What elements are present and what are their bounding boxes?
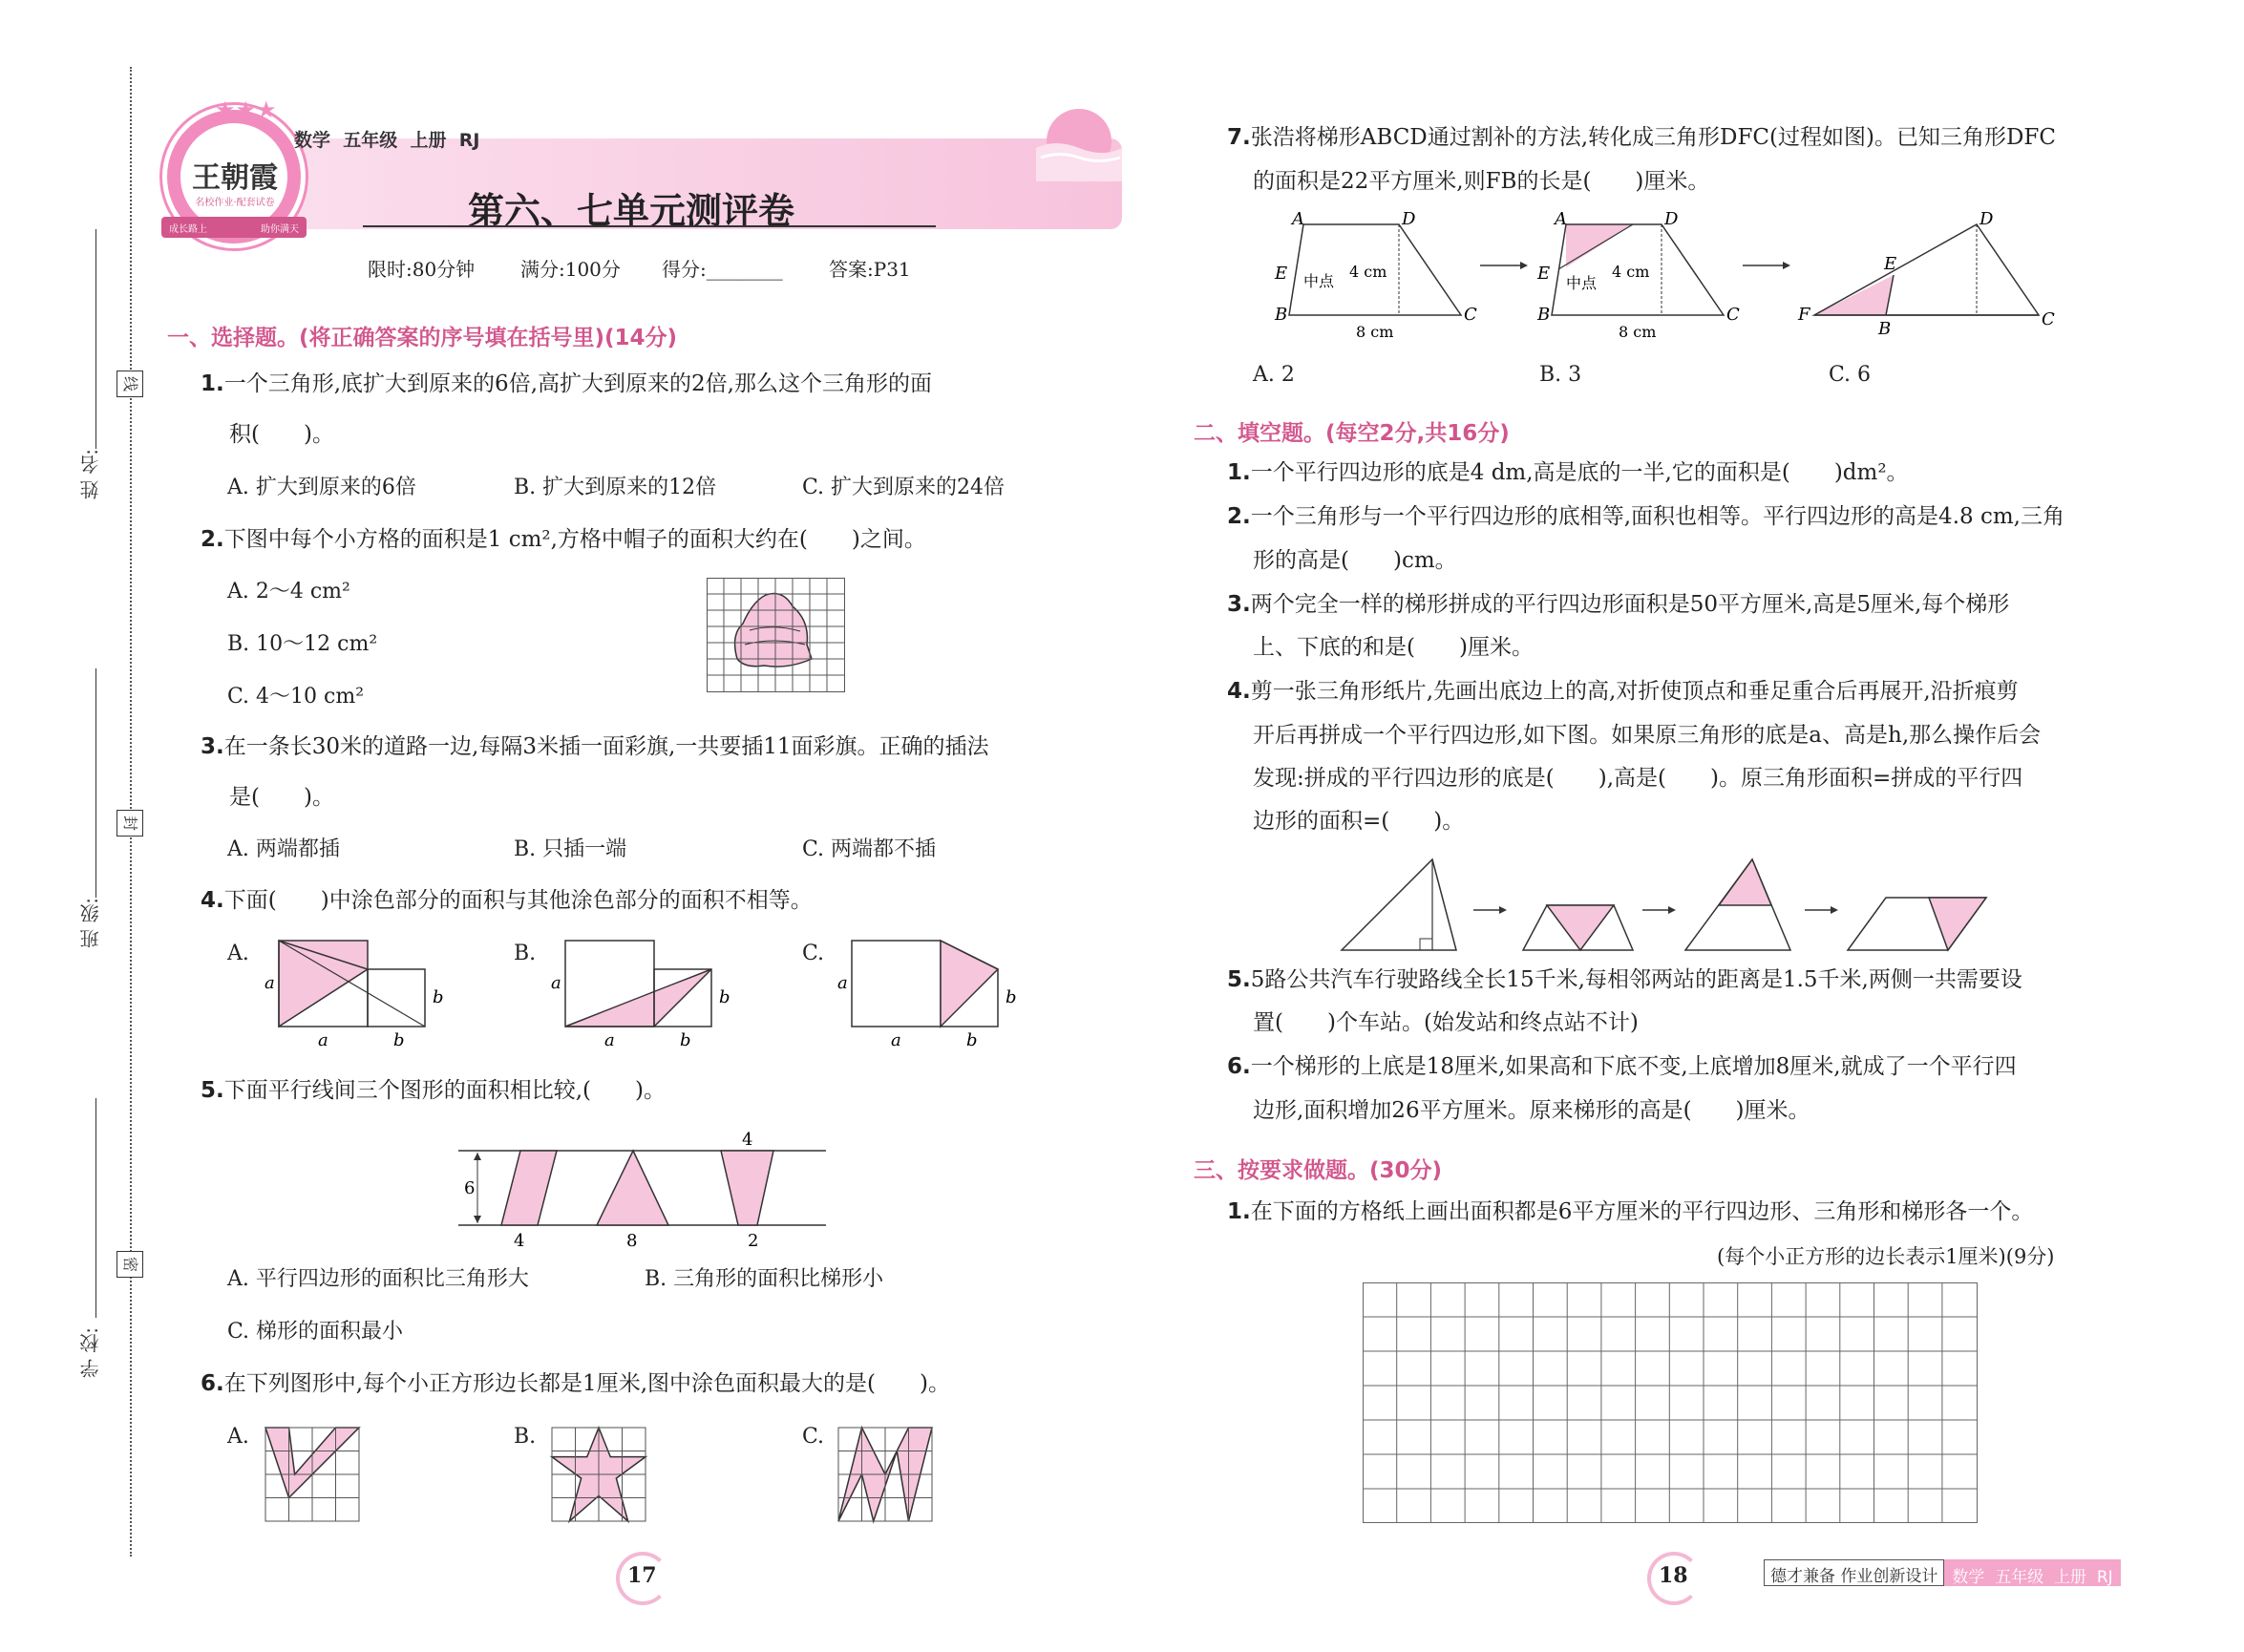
s3-grid-paper[interactable] <box>1363 1282 1979 1524</box>
q7-option-a[interactable]: A. 2 <box>1253 363 1295 387</box>
q3-option-a[interactable]: A. 两端都插 <box>227 837 340 861</box>
info-score: 得分:________ <box>662 258 783 281</box>
s2-q2-line2: 形的高是( )cm。 <box>1253 548 1457 573</box>
binding-name-label: 姓 名: <box>79 449 102 500</box>
q6-text: 在下列图形中,每个小正方形边长都是1厘米,图中涂色面积最大的是( )。 <box>223 1371 950 1396</box>
q7-f2-E: E <box>1537 264 1551 284</box>
footer-brand <box>1764 1559 2121 1586</box>
q7-f2-B: B <box>1537 305 1551 325</box>
q7-f2-base: 8 cm <box>1619 323 1657 341</box>
s3-q1-line <box>1227 1196 2033 1228</box>
q7-num: 7. <box>1227 125 1251 150</box>
s2-q6-num: 6. <box>1227 1054 1251 1079</box>
logo-ribbon <box>161 217 307 238</box>
footer-tag: 数学 五年级 上册 RJ <box>1944 1559 2120 1586</box>
logo-ribbon-right: 助你满天 <box>261 223 299 235</box>
q1-option-a[interactable]: A. 扩大到原来的6倍 <box>227 476 416 499</box>
q2-num: 2. <box>201 527 224 552</box>
q7-line2: 的面积是22平方厘米,则FB的长是( )厘米。 <box>1253 169 1710 194</box>
s2-q4-line2: 开后再拼成一个平行四边形,如下图。如果原三角形的底是a、高是h,那么操作后会 <box>1253 723 2042 748</box>
q2-option-c[interactable]: C. 4～10 cm² <box>227 685 365 709</box>
q6-line <box>201 1367 950 1400</box>
s2-q5-line2: 置( )个车站。(始发站和终点站不计) <box>1253 1010 1639 1035</box>
binding-school-line <box>95 1098 96 1318</box>
q7-option-b[interactable]: B. 3 <box>1539 363 1582 387</box>
s2-q2-num: 2. <box>1227 504 1251 529</box>
q7-f3-B: B <box>1878 319 1892 339</box>
q2-line <box>201 523 926 556</box>
q4-figure-c <box>836 941 1027 1050</box>
page-number-right-text: 18 <box>1659 1563 1688 1588</box>
s2-q4-line4: 边形的面积=( )。 <box>1253 809 1465 834</box>
info-full: 满分:100分 <box>520 258 621 281</box>
s2-q4-figure <box>1342 855 2010 955</box>
q1-text1: 一个三角形,底扩大到原来的6倍,高扩大到原来的2倍,那么这个三角形的面 <box>223 371 932 396</box>
s2-q6-line1 <box>1227 1050 2017 1083</box>
q7-option-c[interactable]: C. 6 <box>1829 363 1872 387</box>
section3-title: 三、按要求做题。(30分) <box>1194 1158 1443 1183</box>
q1-num: 1. <box>201 371 224 396</box>
q2-option-b[interactable]: B. 10～12 cm² <box>227 632 378 656</box>
q4-text: 下面( )中涂色部分的面积与其他涂色部分的面积不相等。 <box>223 888 813 913</box>
q7-f2-h: 4 cm <box>1612 263 1650 281</box>
q5-label-b3: 2 <box>748 1231 759 1251</box>
q7-f3-E: E <box>1884 254 1897 274</box>
q6-figure-c <box>838 1428 932 1521</box>
q6-option-a[interactable]: A. <box>227 1425 249 1449</box>
q4-option-c[interactable]: C. <box>802 942 825 965</box>
q5-num: 5. <box>201 1078 224 1103</box>
section2-title: 二、填空题。(每空2分,共16分) <box>1194 421 1510 446</box>
q7-f1-h: 4 cm <box>1349 263 1387 281</box>
q4c-label-a: a <box>837 973 848 993</box>
s2-q2-line1 <box>1227 500 2064 533</box>
binding-strip <box>0 0 143 1652</box>
q7-f3-F: F <box>1798 305 1810 325</box>
q7-f1-C: C <box>1464 305 1477 325</box>
sun-wave-icon <box>1036 105 1122 181</box>
q5-figure <box>458 1132 836 1251</box>
title-underline <box>363 225 936 227</box>
q1-option-c[interactable]: C. 扩大到原来的24倍 <box>802 476 1006 499</box>
subject-underline <box>286 134 1098 151</box>
q2-text: 下图中每个小方格的面积是1 cm²,方格中帽子的面积大约在( )之间。 <box>223 527 926 552</box>
q6-figure-a <box>265 1428 359 1521</box>
q7-f2-D: D <box>1664 209 1679 229</box>
page-number-right <box>1647 1552 1704 1599</box>
q4-option-a[interactable]: A. <box>227 942 249 965</box>
s3-q1-num: 1. <box>1227 1199 1251 1224</box>
q4c-label-b2: b <box>966 1030 978 1050</box>
q7-f1-D: D <box>1402 209 1416 229</box>
q4a-label-b2: b <box>393 1030 405 1050</box>
s2-q4-text1: 剪一张三角形纸片,先画出底边上的高,对折使顶点和垂足重合后再展开,沿折痕剪 <box>1250 679 2019 704</box>
logo-text: 王朝霞 <box>192 161 278 195</box>
page-number-left <box>616 1552 673 1599</box>
q5-option-b[interactable]: B. 三角形的面积比梯形小 <box>645 1267 884 1291</box>
info-time: 限时:80分钟 <box>368 258 476 281</box>
q4b-label-b: b <box>719 987 730 1007</box>
q6-num: 6. <box>201 1371 224 1396</box>
q7-f1-B: B <box>1275 305 1288 325</box>
q5-label-height: 6 <box>464 1178 476 1198</box>
info-answer: 答案:P31 <box>829 258 911 281</box>
q4-num: 4. <box>201 888 224 913</box>
q4-option-b[interactable]: B. <box>514 942 537 965</box>
q7-f3-C: C <box>2042 309 2055 329</box>
q7-f1-E: E <box>1275 264 1288 284</box>
q4c-label-b: b <box>1006 987 1017 1007</box>
section1-title: 一、选择题。(将正确答案的序号填在括号里)(14分) <box>167 326 678 350</box>
q5-label-b1: 4 <box>514 1231 525 1251</box>
s2-q3-line2: 上、下底的和是( )厘米。 <box>1253 635 1534 660</box>
q1-line2: 积( )。 <box>229 422 334 447</box>
s2-q5-num: 5. <box>1227 967 1251 992</box>
q7-f2-C: C <box>1726 305 1740 325</box>
binding-name-line <box>95 229 96 449</box>
q5-label-top: 4 <box>742 1130 753 1150</box>
s2-q2-text1: 一个三角形与一个平行四边形的底相等,面积也相等。平行四边形的高是4.8 cm,三角 <box>1250 504 2064 529</box>
q2-option-a[interactable]: A. 2～4 cm² <box>227 580 350 604</box>
q3-option-b[interactable]: B. 只插一端 <box>514 837 627 861</box>
s2-q6-text1: 一个梯形的上底是18厘米,如果高和下底不变,上底增加8厘米,就成了一个平行四 <box>1250 1054 2017 1079</box>
s2-q4-line3: 发现:拼成的平行四边形的底是( ),高是( )。原三角形面积=拼成的平行四 <box>1253 766 2023 791</box>
s2-q3-text1: 两个完全一样的梯形拼成的平行四边形面积是50平方厘米,高是5厘米,每个梯形 <box>1250 592 2010 617</box>
s2-q5-text1: 5路公共汽车行驶路线全长15千米,每相邻两站的距离是1.5千米,两侧一共需要设 <box>1250 967 2022 992</box>
q7-figure <box>1275 210 2067 344</box>
q3-line1 <box>201 731 989 763</box>
q6-option-b[interactable]: B. <box>514 1425 537 1449</box>
q5-label-b2: 8 <box>626 1231 638 1251</box>
q5-option-a[interactable]: A. 平行四边形的面积比三角形大 <box>227 1267 529 1291</box>
binding-class-label: 班 级: <box>79 898 102 949</box>
q3-num: 3. <box>201 734 224 759</box>
q7-f2-mid: 中点 <box>1566 274 1598 292</box>
q4b-label-a2: a <box>604 1030 615 1050</box>
page-title: 第六、七单元测评卷 <box>468 190 795 232</box>
q7-f1-mid: 中点 <box>1303 272 1335 290</box>
q4b-label-a: a <box>551 973 561 993</box>
q6-figure-b <box>552 1428 646 1521</box>
q7-f1-base: 8 cm <box>1356 323 1394 341</box>
footer-brand-text: 德才兼备 作业创新设计 <box>1764 1559 1944 1586</box>
q5-line <box>201 1074 666 1107</box>
q4a-label-a2: a <box>318 1030 328 1050</box>
s2-q1-line <box>1227 456 1909 489</box>
s2-q3-line1 <box>1227 588 2009 621</box>
s3-q1-note: (每个小正方形的边长表示1厘米)(9分) <box>1717 1245 2055 1268</box>
q6-option-c[interactable]: C. <box>802 1425 825 1449</box>
binding-mark-mi: 密 <box>116 1251 143 1278</box>
q3-option-c[interactable]: C. 两端都不插 <box>802 837 937 861</box>
q4c-label-a2: a <box>891 1030 901 1050</box>
s2-q3-num: 3. <box>1227 592 1251 617</box>
s2-q1-text: 一个平行四边形的底是4 dm,高是底的一半,它的面积是( )dm²。 <box>1250 460 1909 485</box>
q2-hat-grid <box>707 578 845 692</box>
q5-option-c[interactable]: C. 梯形的面积最小 <box>227 1320 404 1344</box>
q4a-label-a: a <box>265 973 275 993</box>
q4-figure-b <box>549 941 740 1050</box>
subject-line: 数学 五年级 上册 RJ <box>294 130 480 151</box>
binding-school-label: 学 校: <box>79 1327 102 1379</box>
q3-text1: 在一条长30米的道路一边,每隔3米插一面彩旗,一共要插11面彩旗。正确的插法 <box>223 734 989 759</box>
q7-text1: 张浩将梯形ABCD通过割补的方法,转化成三角形DFC(过程如图)。已知三角形DFC <box>1250 125 2056 150</box>
q7-line1 <box>1227 121 2056 154</box>
s2-q4-line1 <box>1227 675 2019 708</box>
q4-figure-a <box>263 941 454 1050</box>
q1-option-b[interactable]: B. 扩大到原来的12倍 <box>514 476 717 499</box>
q4-line <box>201 884 813 917</box>
page-number-left-text: 17 <box>627 1563 657 1588</box>
s2-q6-line2: 边形,面积增加26平方厘米。原来梯形的高是( )厘米。 <box>1253 1098 1810 1123</box>
q5-text: 下面平行线间三个图形的面积相比较,( )。 <box>223 1078 667 1103</box>
binding-mark-feng: 封 <box>116 810 143 837</box>
s2-q1-num: 1. <box>1227 460 1251 485</box>
q4b-label-b2: b <box>680 1030 691 1050</box>
s3-q1-text: 在下面的方格纸上画出面积都是6平方厘米的平行四边形、三角形和梯形各一个。 <box>1250 1199 2034 1224</box>
logo-crown-icon: ★★★ <box>215 96 277 123</box>
q4a-label-b: b <box>433 987 444 1007</box>
s2-q4-num: 4. <box>1227 679 1251 704</box>
binding-class-line <box>95 668 96 898</box>
logo-ribbon-left: 成长路上 <box>169 223 207 235</box>
binding-mark-xian: 线 <box>116 371 143 397</box>
q7-f1-A: A <box>1292 209 1304 229</box>
q7-f2-A: A <box>1555 209 1567 229</box>
logo-subtext: 名校作业·配套试卷 <box>195 198 275 208</box>
q3-line2: 是( )。 <box>229 785 334 810</box>
q1-line1 <box>201 368 932 400</box>
q7-f3-D: D <box>1979 209 1994 229</box>
s2-q5-line1 <box>1227 964 2022 996</box>
logo-badge <box>162 96 306 248</box>
